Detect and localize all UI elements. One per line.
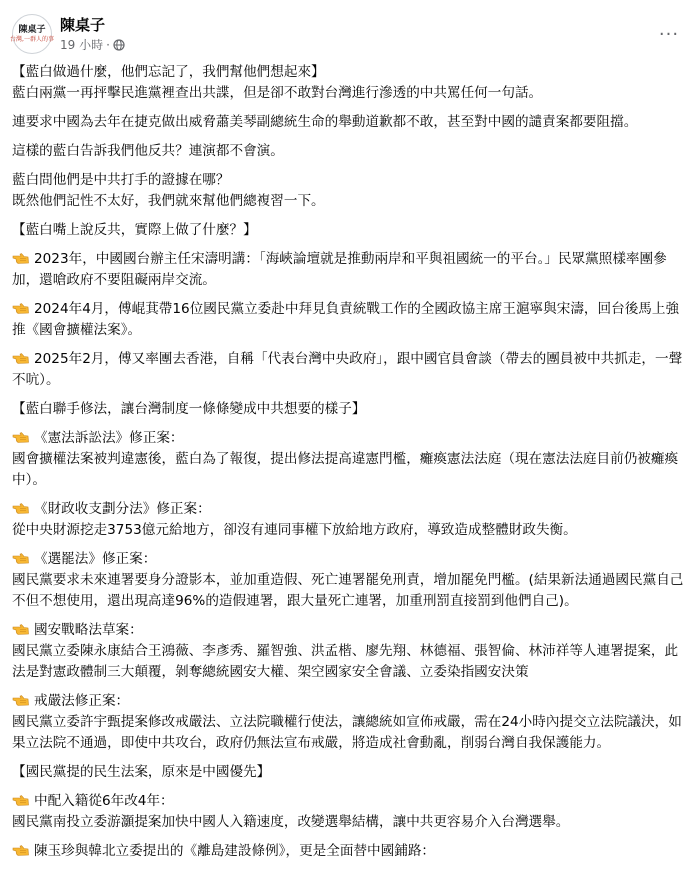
post-paragraph: [12, 499, 685, 541]
post-line: [12, 220, 685, 241]
post-line-text: 這樣的藍白告訴我們他反共？連演都不會演。: [12, 143, 284, 159]
post-line: [12, 570, 685, 612]
post-line: [12, 812, 685, 833]
post-paragraph: [12, 249, 685, 291]
post-line-text: 戒嚴法修正案：: [34, 693, 130, 709]
post-header: [12, 12, 683, 56]
author-name[interactable]: 陳桌子: [60, 15, 106, 34]
pointing-hand-icon: [12, 843, 30, 857]
post-paragraph: [12, 549, 685, 612]
more-options-button[interactable]: [655, 20, 683, 48]
post-line-text: 【藍白做過什麼，他們忘記了，我們幫他們想起來】: [12, 64, 325, 80]
post-paragraph: [12, 399, 685, 420]
post-line: [12, 691, 685, 712]
post-line-text: 【藍白嘴上說反共，實際上做了什麼？】: [12, 222, 257, 238]
post-paragraph: [12, 170, 685, 212]
post-meta: [60, 16, 125, 53]
post-line-text: 《選罷法》修正案：: [34, 551, 157, 567]
post-paragraph: [12, 791, 685, 833]
pointing-hand-icon: [12, 693, 30, 707]
avatar-glyph: 陳桌子: [18, 25, 46, 35]
post-line-text: 中配入籍從6年改4年：: [34, 793, 174, 809]
post-paragraph: [12, 62, 685, 104]
pointing-hand-icon: [12, 501, 30, 515]
post-line-text: 2025年2月，傅又率團去香港，自稱「代表台灣中央政府」，跟中國官員會談（帶去的團員被中共抓走，一聲不吭）。: [12, 351, 683, 388]
post-line: [12, 520, 685, 541]
post-line: [12, 620, 685, 641]
globe-icon: [113, 39, 125, 51]
post-paragraph: [12, 220, 685, 241]
post-line-text: 既然他們記性不太好，我們就來幫他們總複習一下。: [12, 193, 325, 209]
post-line: [12, 83, 685, 104]
post-line: [12, 841, 685, 862]
post-line: [12, 191, 685, 212]
post-line: [12, 791, 685, 812]
post-line-text: 國民黨立委許宇甄提案修改戒嚴法、立法院職權行使法，讓總統如宣佈戒嚴，需在24小時內提交立法院議決，如果立法院不通過，即使中共攻台，政府仍無法宣布戒嚴，將造成社會動亂，削弱台灣自我保護能力。: [12, 714, 682, 751]
post-time[interactable]: 19 小時: [60, 37, 104, 52]
post-paragraph: [12, 841, 685, 862]
post-line: [12, 62, 685, 83]
post-line: [12, 641, 685, 683]
pointing-hand-icon: [12, 793, 30, 807]
post-line-text: 連要求中國為去年在捷克做出威脅蕭美琴副總統生命的舉動道歉都不敢，甚至對中國的譴責案都要阻擋。: [12, 114, 638, 130]
ellipsis-icon: ···: [658, 23, 680, 45]
pointing-hand-icon: [12, 551, 30, 565]
pointing-hand-icon: [12, 351, 30, 365]
post-line: [12, 349, 685, 391]
post-line-text: 國民黨南投立委游灝提案加快中國人入籍速度，改變選舉結構，讓中共更容易介入台灣選舉。: [12, 814, 570, 830]
post-paragraph: [12, 299, 685, 341]
post-paragraph: [12, 762, 685, 783]
avatar[interactable]: [12, 14, 52, 54]
post-paragraph: [12, 620, 685, 683]
post-line-text: 國民黨立委陳永康結合王鴻薇、李彥秀、羅智強、洪孟楷、廖先翔、林德福、張智倫、林沛祥等人連署提案，此法是對憲政體制三大顛覆，剝奪總統國安大權、架空國家安全會議、立委染指國安決策: [12, 643, 679, 680]
post-line-text: 《財政收支劃分法》修正案：: [34, 501, 211, 517]
post-line-text: 藍白兩黨一再抨擊民進黨裡查出共諜，但是卻不敢對台灣進行滲透的中共罵任何一句話。: [12, 85, 543, 101]
post-line: [12, 549, 685, 570]
post-line-text: 【藍白聯手修法，讓台灣制度一條條變成中共想要的樣子】: [12, 401, 366, 417]
post-line: [12, 712, 685, 754]
post-line-text: 2024年4月，傅崐萁帶16位國民黨立委赴中拜見負責統戰工作的全國政協主席王滬寧與宋濤，回台後馬上強推《國會擴權法案》。: [12, 301, 680, 338]
pointing-hand-icon: [12, 430, 30, 444]
pointing-hand-icon: [12, 622, 30, 636]
post-line-text: 從中央財源挖走3753億元給地方，卻沒有連同事權下放給地方政府，導致造成整體財政失衡。: [12, 522, 577, 538]
post-paragraph: [12, 691, 685, 754]
post-line-text: 國民黨要求未來連署要身分證影本，並加重造假、死亡連署罷免刑責，增加罷免門檻。(結果新法通過國民黨自己不但不想使用，還出現高達96%的造假連署，跟大量死亡連署，加重刑罰直接罰到他們自己)。: [12, 572, 684, 609]
post-paragraph: [12, 112, 685, 133]
pointing-hand-icon: [12, 251, 30, 265]
post-line: [12, 762, 685, 783]
avatar-caption: 台灣,一群人的事: [10, 36, 54, 43]
post-body: [12, 62, 685, 870]
post-line: [12, 299, 685, 341]
post-line-text: 【國民黨提的民生法案，原來是中國優先】: [12, 764, 271, 780]
post-line: [12, 141, 685, 162]
post-line: [12, 499, 685, 520]
post-line-text: 2023年，中國國台辦主任宋濤明講：「海峽論壇就是推動兩岸和平與祖國統一的平台。」民眾黨照樣率團參加，還嗆政府不要阻礙兩岸交流。: [12, 251, 667, 288]
post-paragraph: [12, 141, 685, 162]
post-paragraph: [12, 428, 685, 491]
post-line: [12, 449, 685, 491]
post-line-text: 國安戰略法草案：: [34, 622, 143, 638]
post-paragraph: [12, 349, 685, 391]
post-line: [12, 249, 685, 291]
post-line-text: 國會擴權法案被判違憲後，藍白為了報復，提出修法提高違憲門檻，癱瘓憲法法庭（現在憲法法庭目前仍被癱瘓中）。: [12, 451, 679, 488]
post-line: [12, 170, 685, 191]
post-line: [12, 112, 685, 133]
post-line-text: 陳玉珍與韓北立委提出的《離島建設條例》，更是全面替中國鋪路：: [34, 843, 436, 859]
post-line: [12, 399, 685, 420]
separator-dot: ·: [106, 37, 110, 52]
post-line: [12, 428, 685, 449]
post-line-text: 藍白問他們是中共打手的證據在哪？: [12, 172, 230, 188]
pointing-hand-icon: [12, 301, 30, 315]
post-subline: [60, 37, 125, 53]
post-line-text: 《憲法訴訟法》修正案：: [34, 430, 184, 446]
